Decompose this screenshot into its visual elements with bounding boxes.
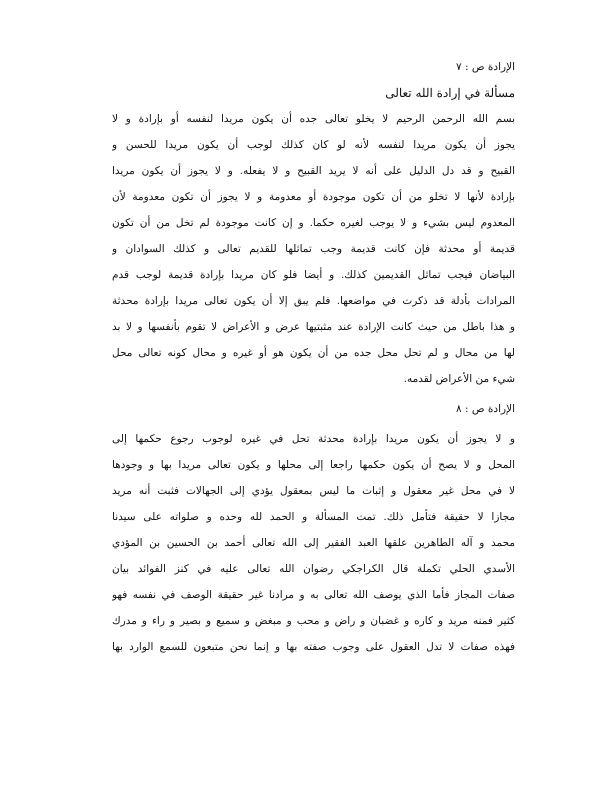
- text-line: محمد و آله الطاهرين علقها العبد الفقير إلى الله تعالى أحمد بن الحسين بن المؤدي: [112, 537, 515, 549]
- text-line: فهذه صفات لا تدل العقول على وجوب صفته بها و إنما نحن متبعون للسمع الوارد بها: [112, 641, 515, 653]
- text-line: صفات المجاز فأما الذي يوصف الله تعالى به و مرادنا غير حقيقة الوصف في نفسه فهو: [112, 589, 515, 601]
- text-line: و هذا باطل من حيث كانت الإرادة عند مثبتيها عرض و الأعراض لا تقوم بأنفسها و لا بد: [112, 321, 515, 333]
- text-line: لها من محال و لم تحل محل جده من أن يكون هو أو غيره و محال كونه تعالى محل: [112, 347, 515, 359]
- text-line: يجوز أن يكون مريدا لنفسه لأنه لو كان كذلك لوجب أن يكون مريدا للحسن و: [112, 139, 515, 151]
- text-line: المحل و لا يصح أن يكون حكمها راجعا إلى محلها و يكون تعالى مريدا بها و وجودها: [112, 459, 515, 471]
- section-page-7: [112, 58, 515, 392]
- text-line: و لا يجوز أن يكون مريدا بإرادة محدثة تحل في غيره لوجوب رجوع حكمها إلى: [112, 433, 515, 445]
- text-line: مجازا لا حقيقة فتأمل ذلك. تمت المسألة و الحمد لله وحده و صلواته على سيدنا: [112, 511, 515, 523]
- text-line: شيء من الأعراض لقدمه.: [403, 373, 515, 385]
- text-line: كثير فمنه مريد و كاره و غضبان و راض و محب و مبغض و سميع و بصير و راء و مدرك: [112, 615, 515, 627]
- text-line: البياضان فيجب تماثل القديمين كذلك. و أيضا فلو كان مريدا بإرادة قديمة لوجب قدم: [112, 269, 515, 281]
- text-line: قديمة أو محدثة فإن كانت قديمة وجب تماثلها للقديم تعالى و كذلك السوادان و: [112, 243, 515, 255]
- text-line: بسم الله الرحمن الرحيم لا يخلو تعالى جده أن يكون مريدا لنفسه أو بإرادة و لا: [112, 113, 515, 125]
- page-reference-heading: الإرادة ص : ٨: [456, 403, 515, 415]
- text-line: القبيح و قد دل الدليل على أنه لا يريد القبيح و لا يفعله. و لا يجوز أن يكون مريدا: [112, 165, 515, 177]
- page-reference-heading: الإرادة ص : ٧: [456, 61, 515, 73]
- text-line: لا في محل غير معقول و إثبات ما ليس بمعقول يؤدي إلى الجهالات فثبت أنه مريد: [112, 485, 515, 497]
- section-page-8: [112, 400, 515, 660]
- text-line: بإرادة لأنها لا تخلو من أن تكون موجودة أو معدومة و لا يجوز أن تكون معدومة لأن: [112, 191, 515, 203]
- document-title: مسألة في إرادة الله تعالى: [385, 86, 515, 100]
- text-line: المرادات بأدلة قد ذكرت في مواضعها. فلم يبق إلا أن يكون تعالى مريدا بإرادة محدثة: [112, 295, 515, 307]
- text-line: الأسدي الحلي تكملة قال الكراجكي رضوان الله تعالى عليه في كنز الفوائد بيان: [112, 563, 515, 575]
- text-line: المعدوم ليس بشيء و لا يوجب لغيره حكما. و إن كانت موجودة لم تخل من أن تكون: [112, 217, 515, 229]
- document-body: [112, 58, 515, 660]
